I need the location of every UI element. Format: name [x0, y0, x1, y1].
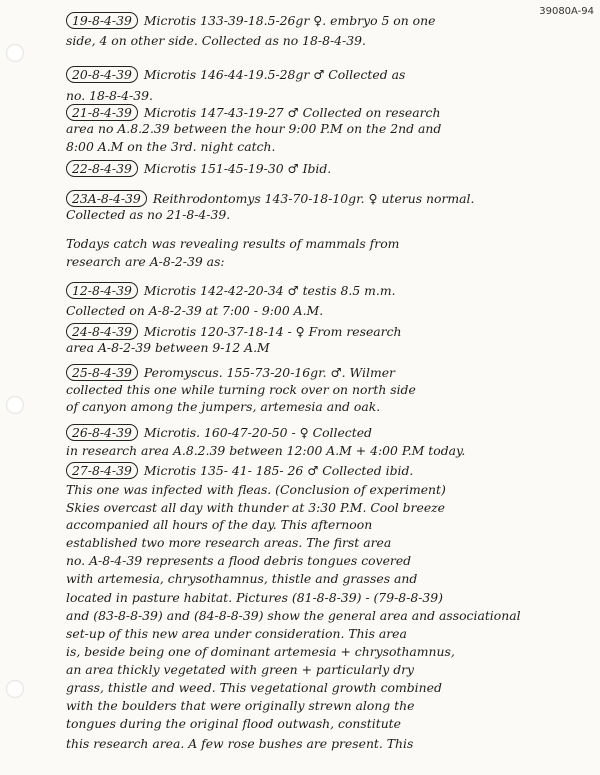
specimen-number: 21-8-4-39 — [66, 104, 138, 121]
note-line — [66, 736, 594, 751]
note-text: Peromyscus. 155-73-20-16gr. ♂. Wilmer — [143, 365, 395, 380]
note-line — [66, 608, 594, 623]
note-text: Microtis 142-42-20-34 ♂ testis 8.5 m.m. — [143, 283, 396, 298]
note-text: Collected as no 21-8-4-39. — [66, 207, 231, 222]
note-line — [66, 88, 594, 103]
specimen-number: 24-8-4-39 — [66, 323, 138, 340]
note-line — [66, 66, 594, 83]
note-line — [66, 626, 594, 641]
note-text: Microtis 147-43-19-27 ♂ Collected on research — [143, 105, 441, 120]
note-line — [66, 303, 594, 318]
note-line — [66, 443, 594, 458]
note-text: this research area. A few rose bushes are present. This — [66, 736, 414, 751]
note-line — [66, 662, 594, 677]
note-text: of canyon among the jumpers, artemesia and oak. — [66, 399, 381, 414]
note-text: located in pasture habitat. Pictures (81-8-8-39) - (79-8-8-39) — [66, 590, 444, 605]
note-text: side, 4 on other side. Collected as no 18-8-4-39. — [66, 33, 366, 48]
note-line — [66, 364, 594, 381]
note-text: Microtis. 160-47-20-50 - ♀ Collected — [143, 425, 372, 440]
note-text: area A-8-2-39 between 9-12 A.M — [66, 340, 270, 355]
note-line — [66, 190, 594, 207]
note-line — [66, 282, 594, 299]
note-text: collected this one while turning rock over on north side — [66, 382, 416, 397]
note-line — [66, 121, 594, 136]
note-line — [66, 340, 594, 355]
note-text: in research area A.8.2.39 between 12:00 A.M + 4:00 P.M today. — [66, 443, 466, 458]
note-line — [66, 207, 594, 222]
specimen-number: 19-8-4-39 — [66, 12, 138, 29]
note-line — [66, 644, 594, 659]
note-text: Microtis 120-37-18-14 - ♀ From research — [143, 324, 402, 339]
note-text: an area thickly vegetated with green + particularly dry — [66, 662, 415, 677]
specimen-number: 23A-8-4-39 — [66, 190, 147, 207]
note-line — [66, 680, 594, 695]
note-text: Todays catch was revealing results of mammals from — [66, 236, 400, 251]
note-line — [66, 571, 594, 586]
specimen-number: 26-8-4-39 — [66, 424, 138, 441]
punch-hole — [6, 680, 24, 698]
note-text: is, beside being one of dominant artemesia + chrysothamnus, — [66, 644, 455, 659]
note-line — [66, 382, 594, 397]
note-text: with artemesia, chrysothamnus, thistle and grasses and — [66, 571, 418, 586]
note-text: Reithrodontomys 143-70-18-10gr. ♀ uterus normal. — [152, 191, 475, 206]
note-line — [66, 500, 594, 515]
note-line — [66, 517, 594, 532]
note-line — [66, 33, 594, 48]
note-text: Microtis 146-44-19.5-28gr ♂ Collected as — [143, 67, 406, 82]
specimen-number: 12-8-4-39 — [66, 282, 138, 299]
punch-hole — [6, 44, 24, 62]
note-text: Collected on A-8-2-39 at 7:00 - 9:00 A.M. — [66, 303, 324, 318]
note-line — [66, 139, 594, 154]
note-text: This one was infected with fleas. (Conclusion of experiment) — [66, 482, 446, 497]
note-line — [66, 424, 594, 441]
note-text: no. A-8-4-39 represents a flood debris tongues covered — [66, 553, 412, 568]
specimen-number: 25-8-4-39 — [66, 364, 138, 381]
note-line — [66, 462, 594, 479]
note-text: set-up of this new area under consideration. This area — [66, 626, 407, 641]
specimen-number: 22-8-4-39 — [66, 160, 138, 177]
note-line — [66, 590, 594, 605]
note-line — [66, 698, 594, 713]
note-line — [66, 236, 594, 251]
note-text: grass, thistle and weed. This vegetational growth combined — [66, 680, 442, 695]
note-line — [66, 254, 594, 269]
note-text: 8:00 A.M on the 3rd. night catch. — [66, 139, 276, 154]
note-line — [66, 482, 594, 497]
note-text: research are A-8-2-39 as: — [66, 254, 225, 269]
specimen-number: 20-8-4-39 — [66, 66, 138, 83]
note-text: area no A.8.2.39 between the hour 9:00 P.M on the 2nd and — [66, 121, 442, 136]
note-line — [66, 160, 594, 177]
note-text: Microtis 135- 41- 185- 26 ♂ Collected ibid. — [143, 463, 414, 478]
note-line — [66, 553, 594, 568]
note-text: no. 18-8-4-39. — [66, 88, 153, 103]
note-text: and (83-8-8-39) and (84-8-8-39) show the general area and associational — [66, 608, 521, 623]
note-text: tongues during the original flood outwash, constitute — [66, 716, 401, 731]
note-line — [66, 12, 594, 29]
note-text: Microtis 133-39-18.5-26gr ♀. embryo 5 on one — [143, 13, 436, 28]
note-text: Skies overcast all day with thunder at 3:30 P.M. Cool breeze — [66, 500, 446, 515]
note-text: accompanied all hours of the day. This afternoon — [66, 517, 373, 532]
note-text: with the boulders that were originally strewn along the — [66, 698, 415, 713]
note-line — [66, 104, 594, 121]
note-line — [66, 716, 594, 731]
page-number: 39080A-94 — [539, 6, 594, 17]
note-text: established two more research areas. The first area — [66, 535, 392, 550]
specimen-number: 27-8-4-39 — [66, 462, 138, 479]
note-line — [66, 535, 594, 550]
punch-hole — [6, 396, 24, 414]
note-line — [66, 399, 594, 414]
note-text: Microtis 151-45-19-30 ♂ Ibid. — [143, 161, 332, 176]
note-line — [66, 323, 594, 340]
